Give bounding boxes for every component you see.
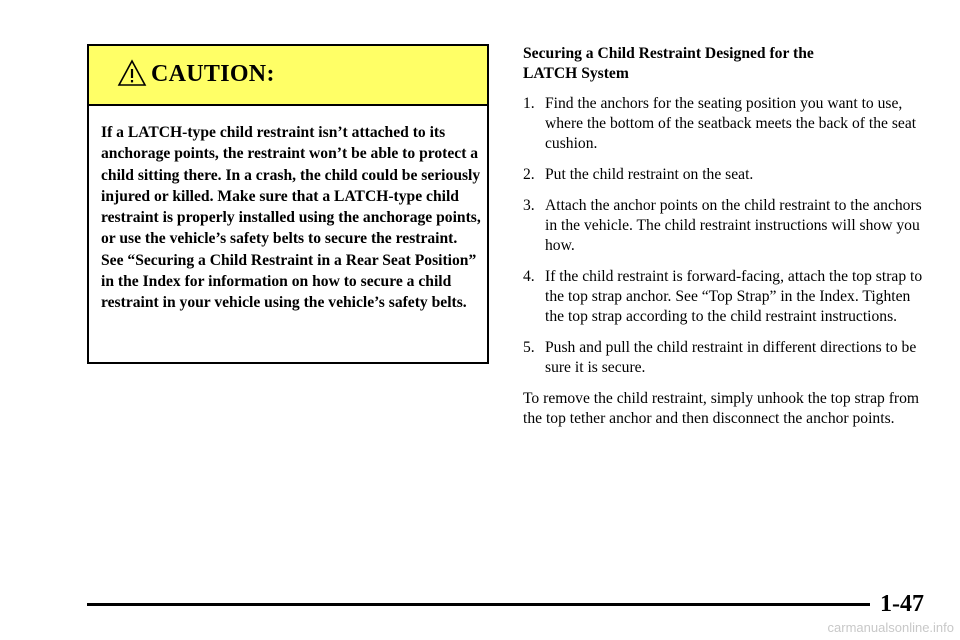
step-number: 4. bbox=[523, 268, 535, 285]
step-item bbox=[523, 94, 933, 154]
watermark: carmanualsonline.info bbox=[827, 620, 954, 635]
step-number: 3. bbox=[523, 197, 535, 214]
footer-divider bbox=[87, 603, 870, 606]
step-text: Put the child restraint on the seat. bbox=[545, 166, 754, 183]
step-text: If the child restraint is forward‑facing, attach the top strap to the top strap anchor. See “Top Strap” in the Index. Tighten the top strap according to the child restraint instructions. bbox=[545, 268, 923, 325]
step-text: Attach the anchor points on the child restraint to the anchors in the vehicle. The child restraint instructions will show you how. bbox=[545, 197, 922, 254]
caution-text: If a LATCH‑type child restraint isn’t attached to its anchorage points, the restraint won’t be able to protect a child sitting there. In a crash, the child could be seriously injured or killed. Make sure that a LATCH‑type child restraint is properly installed using the anchorage points, or use the vehicle’s safety belts to secure the restraint. See “Securing a Child Restraint in a Rear Seat Position” in the Index for information on how to secure a child restraint in your vehicle using the vehicle’s safety belts. bbox=[101, 124, 481, 312]
step-item bbox=[523, 267, 933, 327]
step-number: 1. bbox=[523, 95, 535, 112]
instructions-column bbox=[523, 44, 933, 429]
caution-title: CAUTION: bbox=[151, 61, 275, 87]
caution-box bbox=[87, 44, 489, 364]
step-item bbox=[523, 338, 933, 378]
step-text: Push and pull the child restraint in different directions to be sure it is secure. bbox=[545, 339, 917, 376]
steps-list bbox=[523, 94, 933, 378]
section-heading: Securing a Child Restraint Designed for the LATCH System bbox=[523, 45, 814, 82]
closing-paragraph: To remove the child restraint, simply unhook the top strap from the top tether anchor and then disconnect the anchor points. bbox=[523, 390, 920, 427]
step-item bbox=[523, 165, 933, 185]
page-number: 1-47 bbox=[880, 591, 924, 617]
caution-header bbox=[89, 46, 487, 106]
step-text: Find the anchors for the seating position you want to use, where the bottom of the seatback meets the back of the seat cushion. bbox=[545, 95, 917, 152]
step-number: 5. bbox=[523, 339, 535, 356]
warning-triangle-icon bbox=[117, 59, 147, 87]
step-item bbox=[523, 196, 933, 256]
step-number: 2. bbox=[523, 166, 535, 183]
